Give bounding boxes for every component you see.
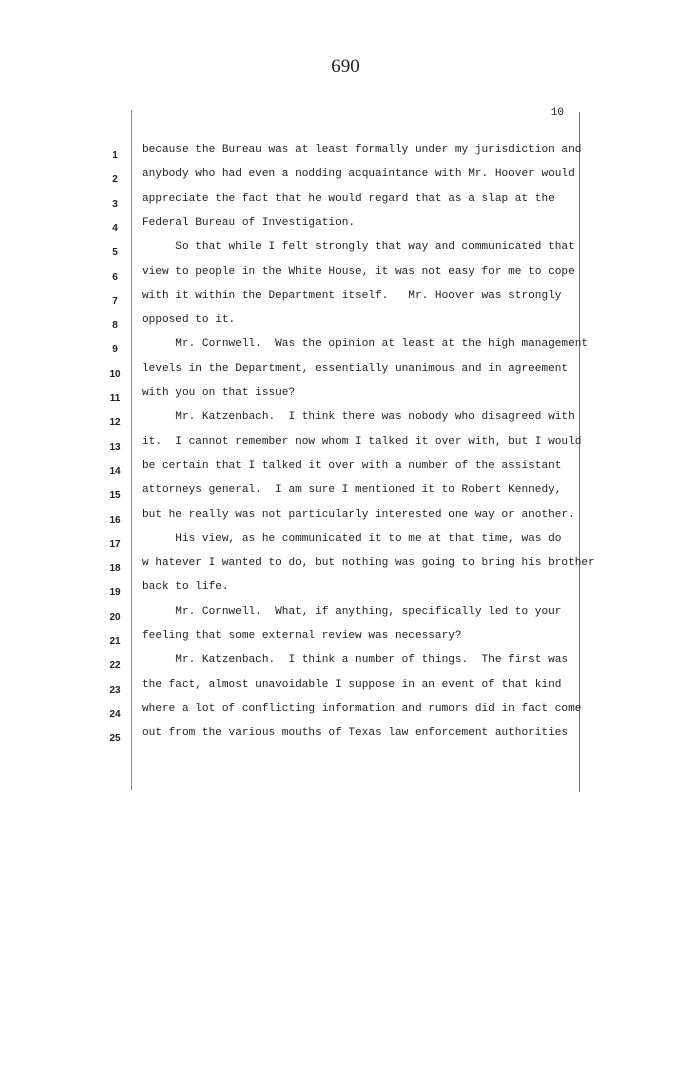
line-number: 21 [109, 636, 121, 647]
line-text: Mr. Cornwell. Was the opinion at least at the high management [142, 338, 589, 351]
line-number: 12 [109, 417, 121, 429]
line-number: 14 [109, 465, 121, 477]
line-number: 11 [109, 393, 121, 404]
line-text: w hatever I wanted to do, but nothing was going to bring his brother [142, 557, 595, 570]
line-number: 1 [112, 150, 118, 161]
line-number: 4 [112, 222, 118, 234]
line-text: with you on that issue? [142, 387, 296, 399]
line-text: feeling that some external review was necessary? [142, 630, 462, 642]
line-number: 6 [112, 271, 118, 283]
line-number: 19 [109, 587, 121, 599]
line-number: 7 [112, 295, 118, 307]
line-number: 20 [109, 611, 121, 623]
line-number: 22 [109, 660, 121, 672]
line-text: Federal Bureau of Investigation. [142, 216, 356, 229]
line-text: attorneys general. I am sure I mentioned it to Robert Kennedy, [142, 484, 562, 497]
line-text: appreciate the fact that he would regard that as a slap at the [142, 192, 555, 205]
transcript-page-number: 10 [550, 107, 564, 119]
line-text: be certain that I talked it over with a number of the assistant [142, 459, 562, 472]
line-text: but he really was not particularly interested one way or another. [142, 508, 575, 521]
line-number: 25 [109, 733, 121, 745]
line-number: 8 [112, 320, 118, 332]
line-number: 2 [112, 174, 118, 186]
line-number: 17 [109, 538, 121, 550]
line-text: back to life. [142, 581, 229, 594]
line-number: 13 [109, 441, 121, 453]
right-margin-rule [579, 112, 580, 792]
left-margin-rule [131, 110, 132, 790]
line-number: 18 [109, 563, 121, 575]
line-text: Mr. Katzenbach. I think a number of things. The first was [142, 654, 569, 667]
line-number: 15 [109, 490, 121, 502]
line-text: Mr. Katzenbach. I think there was nobody who disagreed with [142, 411, 575, 424]
line-text: the fact, almost unavoidable I suppose in an event of that kind [142, 678, 562, 691]
line-text: with it within the Department itself. Mr. Hoover was strongly [142, 289, 562, 302]
line-number: 24 [109, 708, 121, 720]
line-text: His view, as he communicated it to me at that time, was do [142, 532, 562, 545]
page-number: 690 [331, 56, 360, 77]
line-text: levels in the Department, essentially unanimous and in agreement [142, 362, 569, 375]
line-text: because the Bureau was at least formally under my jurisdiction and [142, 144, 582, 156]
line-text: So that while I felt strongly that way and communicated that [142, 241, 575, 254]
line-text: out from the various mouths of Texas law enforcement authorities [142, 727, 569, 740]
line-text: anybody who had even a nodding acquaintance with Mr. Hoover would [142, 168, 575, 181]
line-text: opposed to it. [142, 314, 236, 327]
line-text: where a lot of conflicting information and rumors did in fact come [142, 702, 582, 715]
line-text: view to people in the White House, it was not easy for me to cope [142, 265, 575, 278]
line-number: 10 [109, 368, 121, 380]
line-number: 3 [112, 198, 118, 210]
line-number: 9 [112, 344, 118, 356]
line-number: 16 [109, 514, 121, 526]
line-text: it. I cannot remember now whom I talked it over with, but I would [142, 435, 582, 448]
line-text: Mr. Cornwell. What, if anything, specifically led to your [142, 605, 562, 618]
line-number: 5 [112, 247, 118, 259]
line-number: 23 [109, 684, 121, 696]
